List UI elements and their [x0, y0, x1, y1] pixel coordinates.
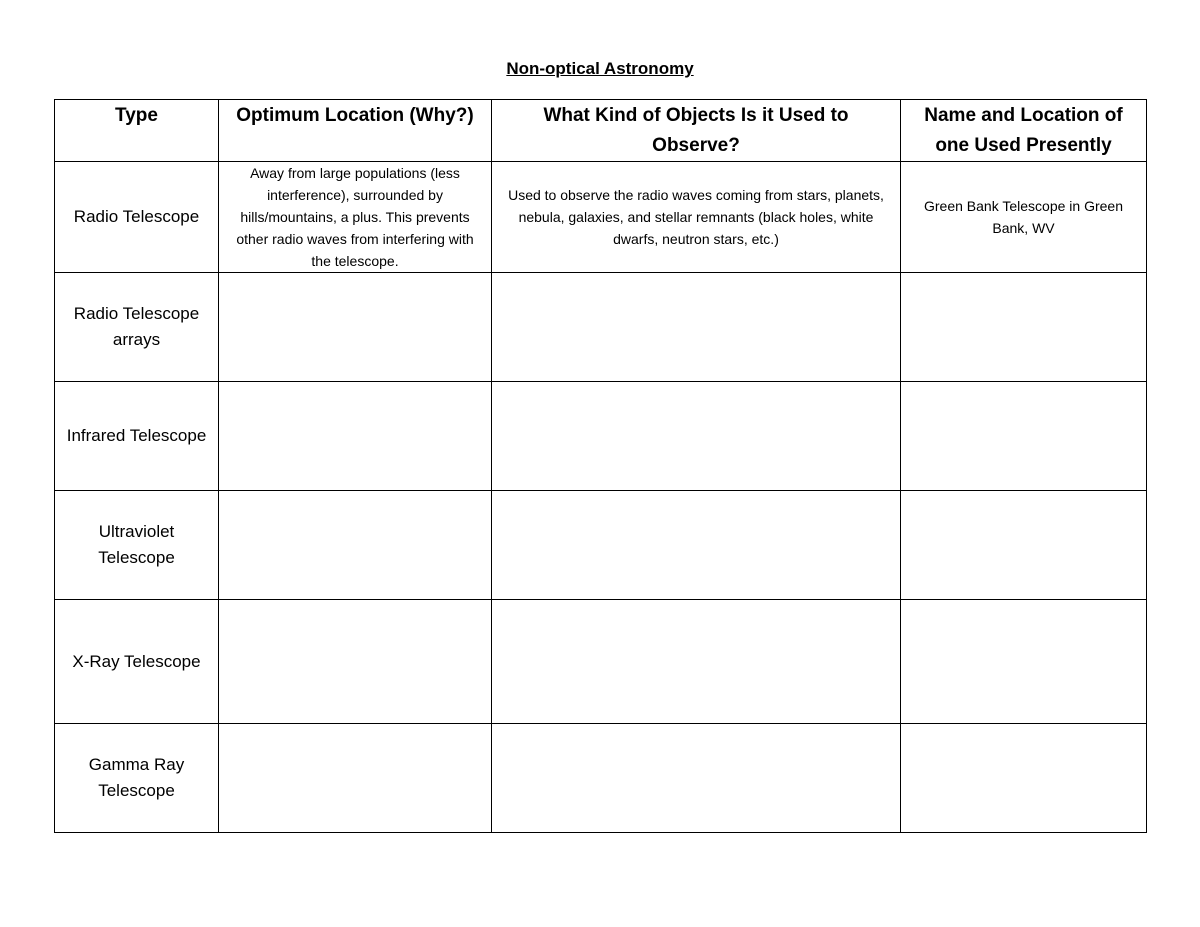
telescope-table	[54, 99, 1147, 833]
cell-type: Radio Telescope arrays	[55, 273, 219, 382]
table-header-row	[55, 100, 1147, 162]
cell-example	[901, 600, 1147, 724]
cell-location	[219, 600, 492, 724]
document-title: Non-optical Astronomy	[506, 59, 694, 78]
table-row	[55, 162, 1147, 273]
cell-example	[901, 273, 1147, 382]
cell-example	[901, 724, 1147, 833]
header-objects-observed: What Kind of Objects Is it Used to Observe?	[492, 100, 901, 162]
cell-objects: Used to observe the radio waves coming from stars, planets, nebula, galaxies, and stellar remnants (black holes, white dwarfs, neutron stars, etc.)	[492, 162, 901, 273]
cell-location	[219, 382, 492, 491]
table-row	[55, 382, 1147, 491]
cell-example	[901, 382, 1147, 491]
cell-example	[901, 491, 1147, 600]
cell-location	[219, 724, 492, 833]
cell-type: Ultraviolet Telescope	[55, 491, 219, 600]
cell-location: Away from large populations (less interference), surrounded by hills/mountains, a plus. This prevents other radio waves from interfering with the telescope.	[219, 162, 492, 273]
cell-type: Infrared Telescope	[55, 382, 219, 491]
cell-example: Green Bank Telescope in Green Bank, WV	[901, 162, 1147, 273]
cell-location	[219, 491, 492, 600]
header-name-and-location: Name and Location of one Used Presently	[901, 100, 1147, 162]
table-row	[55, 273, 1147, 382]
cell-type: Radio Telescope	[55, 162, 219, 273]
table-row	[55, 600, 1147, 724]
cell-objects	[492, 724, 901, 833]
cell-type: X-Ray Telescope	[55, 600, 219, 724]
table-row	[55, 491, 1147, 600]
table-row	[55, 724, 1147, 833]
header-type: Type	[55, 100, 219, 162]
header-optimum-location: Optimum Location (Why?)	[219, 100, 492, 162]
cell-objects	[492, 600, 901, 724]
cell-type: Gamma Ray Telescope	[55, 724, 219, 833]
cell-objects	[492, 491, 901, 600]
cell-objects	[492, 382, 901, 491]
cell-location	[219, 273, 492, 382]
cell-objects	[492, 273, 901, 382]
